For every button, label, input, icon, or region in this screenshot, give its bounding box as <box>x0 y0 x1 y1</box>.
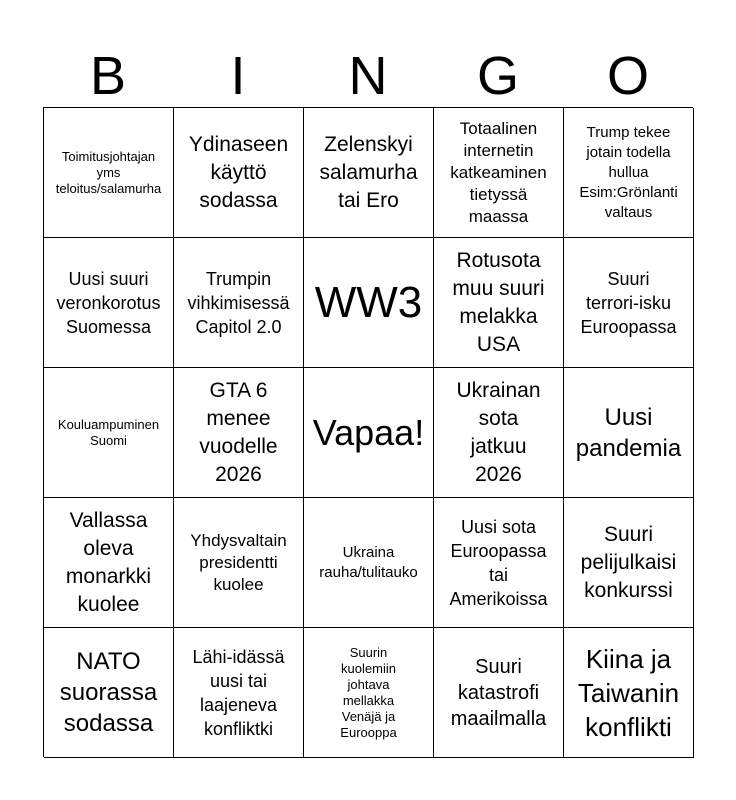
bingo-cell-text: Uusi sota Euroopassa tai Amerikoissa <box>449 516 548 609</box>
bingo-cell-r1c2[interactable] <box>174 108 304 238</box>
header-letter-o: O <box>606 46 649 106</box>
bingo-cell-r3c5[interactable] <box>564 368 694 498</box>
bingo-cell-text: Zelenskyi salamurha tai Ero <box>319 132 418 212</box>
bingo-cell-text: Trump tekee jotain todella hullua Esim:Grönlanti valtaus <box>579 123 678 221</box>
bingo-cell-r5c4[interactable] <box>434 628 564 758</box>
bingo-cell-text: Yhdysvaltain presidentti kuolee <box>190 530 287 594</box>
bingo-cell-text: Toimitusjohtajan yms teloitus/salamurha <box>55 148 162 196</box>
bingo-cell-text: Trumpin vihkimisessä Capitol 2.0 <box>187 268 290 337</box>
bingo-cell-text: Suurin kuolemiin johtava mellakka Venäjä ja Eurooppa <box>340 644 397 740</box>
bingo-cell-r3c1[interactable] <box>44 368 174 498</box>
bingo-cell-r4c4[interactable] <box>434 498 564 628</box>
bingo-cell-text: GTA 6 menee vuodelle 2026 <box>199 378 278 486</box>
bingo-cell-text: Ukrainan sota jatkuu 2026 <box>456 378 541 486</box>
bingo-cell-text: Suuri terrori-isku Euroopassa <box>580 268 677 337</box>
bingo-cell-text: Ydinaseen käyttö sodassa <box>188 132 289 212</box>
bingo-cell-text: Ukraina rauha/tulitauko <box>319 543 418 581</box>
bingo-cell-text: Suuri katastrofi maailmalla <box>450 655 547 730</box>
bingo-cell-r4c5[interactable] <box>564 498 694 628</box>
header-letter-i: I <box>230 46 246 106</box>
header-letter-b: B <box>89 46 127 106</box>
bingo-cell-r5c3[interactable] <box>304 628 434 758</box>
bingo-cell-r5c5[interactable] <box>564 628 694 758</box>
bingo-cell-r3c4[interactable] <box>434 368 564 498</box>
bingo-header <box>43 44 693 108</box>
bingo-cell-r4c1[interactable] <box>44 498 174 628</box>
bingo-grid <box>43 107 693 757</box>
header-letter-g: G <box>476 46 519 106</box>
bingo-cell-text: Uusi pandemia <box>575 403 682 462</box>
bingo-cell-r2c1[interactable] <box>44 238 174 368</box>
header-letter-n: N <box>348 46 388 106</box>
bingo-cell-r4c2[interactable] <box>174 498 304 628</box>
bingo-cell-r1c3[interactable] <box>304 108 434 238</box>
bingo-cell-r2c5[interactable] <box>564 238 694 368</box>
bingo-cell-r3c3[interactable] <box>304 368 434 498</box>
bingo-cell-r1c5[interactable] <box>564 108 694 238</box>
bingo-cell-r3c2[interactable] <box>174 368 304 498</box>
bingo-cell-r1c1[interactable] <box>44 108 174 238</box>
bingo-cell-text: WW3 <box>314 277 423 327</box>
bingo-cell-text: Kiina ja Taiwanin konflikti <box>577 643 680 742</box>
bingo-cell-r1c4[interactable] <box>434 108 564 238</box>
bingo-cell-r5c1[interactable] <box>44 628 174 758</box>
bingo-cell-text: Suuri pelijulkaisi konkurssi <box>580 522 677 602</box>
bingo-cell-text: NATO suorassa sodassa <box>59 648 158 737</box>
bingo-cell-r2c3[interactable] <box>304 238 434 368</box>
bingo-cell-text: Lähi-idässä uusi tai laajeneva konfliktki <box>192 646 285 739</box>
bingo-cell-text: Rotusota muu suuri melakka USA <box>452 248 545 356</box>
bingo-cell-r2c4[interactable] <box>434 238 564 368</box>
bingo-cell-text: Totaalinen internetin katkeaminen tietyssä maassa <box>450 118 547 226</box>
bingo-cell-r4c3[interactable] <box>304 498 434 628</box>
bingo-cell-text: Uusi suuri veronkorotus Suomessa <box>56 268 161 337</box>
bingo-cell-text: Kouluampuminen Suomi <box>57 416 160 448</box>
bingo-cell-text: Vapaa! <box>312 411 425 453</box>
bingo-cell-text: Vallassa oleva monarkki kuolee <box>65 508 152 616</box>
bingo-cell-r2c2[interactable] <box>174 238 304 368</box>
bingo-cell-r5c2[interactable] <box>174 628 304 758</box>
